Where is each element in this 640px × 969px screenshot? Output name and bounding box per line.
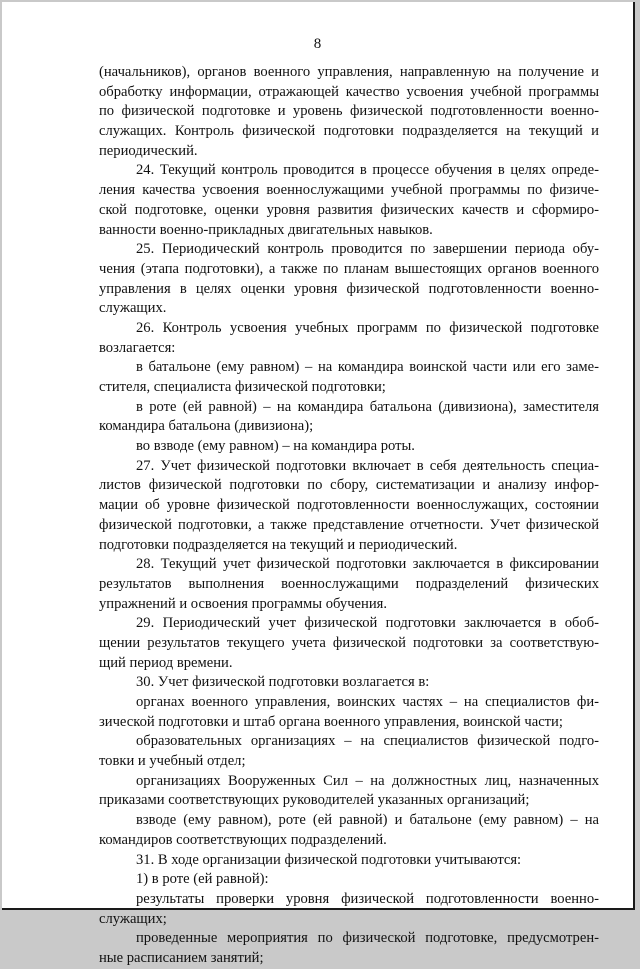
- text-line: (начальников), органов военного управления, направленную на получение и: [99, 64, 599, 80]
- text-line: ные расписанием занятий;: [99, 949, 264, 966]
- text-line: командиров соответствующих подразделений.: [99, 831, 387, 848]
- text-line: листов физической подготовки по сбору, систематизации и анализу инфор-: [99, 477, 599, 494]
- text-line: образовательных организациях – на специалистов физической подго-: [136, 733, 599, 750]
- text-line: в роте (ей равной) – на командира батальона (дивизиона), заместителя: [136, 398, 599, 415]
- text-line: упражнений и освоения программы обучения.: [99, 595, 387, 612]
- text-line: 30. Учет физической подготовки возлагается в:: [136, 674, 430, 691]
- text-line: 26. Контроль усвоения учебных программ по физической подготовке: [136, 319, 599, 336]
- text-line: служащих.: [99, 300, 167, 317]
- text-line: взводе (ему равном), роте (ей равной) и батальоне (ему равном) – на: [136, 812, 599, 829]
- text-line: стителя, специалиста физической подготовки;: [99, 379, 386, 395]
- text-line: физической подготовки, а также представление отчетности. Учет физической: [99, 516, 599, 533]
- text-line: ской подготовке, оценки уровня развития физических качеств и сформиро-: [99, 201, 599, 218]
- text-line: мации об уровне физической подготовленности военнослужащих, состоянии: [99, 497, 599, 514]
- text-line: командира батальона (дивизиона);: [99, 418, 314, 435]
- text-line: служащих. Контроль физической подготовки подразделяется на текущий и: [99, 123, 599, 140]
- text-line: подготовки подразделяется на текущий и периодический.: [99, 536, 458, 553]
- document-page: [2, 2, 635, 966]
- text-line: приказами соответствующих руководителей указанных организаций;: [99, 792, 530, 809]
- text-line: во взводе (ему равном) – на командира роты.: [136, 438, 415, 455]
- text-line: проведенные мероприятия по физической подготовке, предусмотрен-: [136, 930, 599, 947]
- text-line: товки и учебный отдел;: [99, 753, 246, 770]
- text-line: периодический.: [99, 142, 198, 159]
- text-line: организациях Вооруженных Сил – на должностных лиц, назначенных: [136, 772, 599, 789]
- text-line: возлагается:: [99, 339, 176, 356]
- text-line: щении результатов текущего учета физической подготовки за соответствую-: [99, 634, 599, 651]
- text-line: в батальоне (ему равном) – на командира воинской части или его заме-: [136, 359, 599, 376]
- text-line: чения (этапа подготовки), а также по планам вышестоящих органов военного: [99, 260, 599, 277]
- text-line: служащих;: [99, 910, 167, 927]
- text-line: ванности военно-прикладных двигательных навыков.: [99, 221, 433, 238]
- text-line: управления в целях оценки уровня физической подготовленности военно-: [99, 280, 599, 297]
- text-line: результаты проверки уровня физической подготовленности военно-: [136, 890, 599, 907]
- text-line: 1) в роте (ей равной):: [136, 871, 269, 888]
- text-line: 27. Учет физической подготовки включает в себя деятельность специа-: [136, 457, 599, 474]
- document-body: [99, 63, 599, 969]
- text-line: органах военного управления, воинских частях – на специалистов фи-: [136, 694, 599, 710]
- text-line: результатов выполнения военнослужащими подразделений физических: [99, 575, 599, 592]
- text-line: обработку информации, отражающей качество усвоения учебной программы: [99, 83, 599, 100]
- text-line: 25. Периодический контроль проводится по завершении периода обу-: [136, 241, 599, 258]
- text-line: 28. Текущий учет физической подготовки заключается в фиксировании: [136, 556, 599, 573]
- page-number: 8: [313, 36, 322, 52]
- text-line: щий период времени.: [99, 654, 233, 671]
- text-line: ления качества усвоения военнослужащими учебной программы по физиче-: [99, 182, 599, 199]
- text-line: зической подготовки и штаб органа военного управления, воинской части;: [99, 713, 563, 730]
- text-line: по физической подготовке и уровень физической подготовленности военно-: [99, 103, 599, 120]
- text-line: 31. В ходе организации физической подготовки учитываются:: [136, 851, 522, 868]
- text-line: 24. Текущий контроль проводится в процессе обучения в целях опреде-: [136, 162, 599, 179]
- text-line: 29. Периодический учет физической подготовки заключается в обоб-: [136, 615, 599, 632]
